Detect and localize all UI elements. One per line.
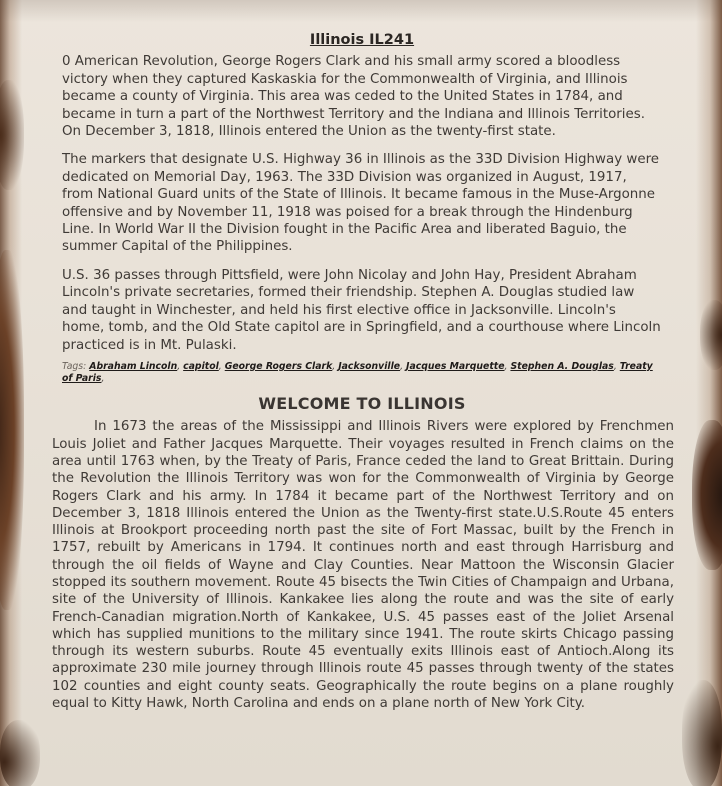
tag-treaty-of-paris[interactable]: Treaty of Paris [62,360,653,384]
rust-stain-right-middle [692,420,722,570]
tag-capitol[interactable]: capitol [183,360,219,372]
rust-stain-left-bottom [0,720,40,786]
tag-abraham-lincoln[interactable]: Abraham Lincoln [89,360,178,372]
paragraph-revolution: 0 American Revolution, George Rogers Clark and his small army scored a bloodless victory when they captured Kaskaskia for the Commonwealth of Virginia, and Illinois became a county of Virginia. This area was ceded to the United States in 1784, and became in turn a part of the Northwest Territory and the Indiana and Illinois Territories. On December 3, 1818, Illinois entered the Union as the twenty-first state. [62,54,645,140]
tags-label: Tags: [62,360,87,372]
rust-stain-right-upper [700,300,722,370]
rust-stain-right [696,0,722,786]
welcome-body: In 1673 the areas of the Mississippi and Illinois Rivers were explored by Frenchmen Louis Joliet and Father Jacques Marquette. Their voyages resulted in French claims on the area until 1763 when, by the Treaty of Paris, France ceded the land to Great Brittain. During the Revolution the Illinois Territory was won for the Commonwealth of Virginia by George Rogers Clark and his army. In 1784 it became part of the Northwest Territory and on December 3, 1818 Illinois entered the Union as the Twenty-first state.U.S.Route 45 enters Illinois at Brookport proceeding north past the site of Fort Massac, built by the French in 1757, rebuilt by Americans in 1794. It continues north and east through Harrisburg and through the oil fields of Wayne and Clay Counties. Near Mattoon the Wisconsin Glacier stopped its southern movement. Route 45 bisects the Twin Cities of Champaign and Urbana, site of the University of Illinois. Kankakee lies along the route and was the site of early French-Canadian migration.North of Kankakee, U.S. 45 passes east of the Joliet Arsenal which has supplied munitions to the military since 1941. The route skirts Chicago passing through its western suburbs. Route 45 eventually exits Illinois east of Antioch.Along its approximate 230 mile journey through Illinois route 45 passes through twenty of the states 102 counties and eight county seats. Geographically the route begins on a plane roughly equal to Kitty Hawk, North Carolina and ends on a plane north of New York City. [52,419,674,712]
paragraph-us36: U.S. 36 passes through Pittsfield, were John Nicolay and John Hay, President Abraham Lincoln's private secretaries, formed their friendship. Stephen A. Douglas studied law and taught in Winchester, and held his first elective office in Jacksonville. Lincoln's home, tomb, and the Old State capitol are in Springfield, and a courthouse where Lincoln practiced is in Mt. Pulaski. [62,267,661,353]
welcome-heading: WELCOME TO ILLINOIS [258,393,466,413]
tag-jacques-marquette[interactable]: Jacques Marquette [406,360,505,372]
rust-stain-right-bottom [682,680,722,786]
tag-list: Tags: Abraham Lincoln, capitol, George Rogers Clark, Jacksonville, Jacques Marquette, Stephen A. Douglas, Treaty of Paris, [62,360,653,384]
rust-stain-left-top [0,80,24,190]
rust-stain-left [0,0,22,786]
tag-jacksonville[interactable]: Jacksonville [338,360,401,372]
page-title: Illinois IL241 [309,32,415,48]
rust-stain-left-middle [0,250,24,610]
paragraph-33d-division: The markers that designate U.S. Highway 36 in Illinois as the 33D Division Highway were dedicated on Memorial Day, 1963. The 33D Division was organized in August, 1917, from National Guard units of the State of Illinois. It became famous in the Muse-Argonne offensive and by November 11, 1918 was poised for a break through the Hindenburg Line. In World War II the Division fought in the Pacific Area and liberated Baguio, the summer Capital of the Philippines. [62,152,660,255]
tag-george-rogers-clark[interactable]: George Rogers Clark [224,360,333,372]
plaque-text [52,32,674,712]
tag-stephen-a-douglas[interactable]: Stephen A. Douglas [510,360,614,372]
top-shadow [0,0,722,22]
